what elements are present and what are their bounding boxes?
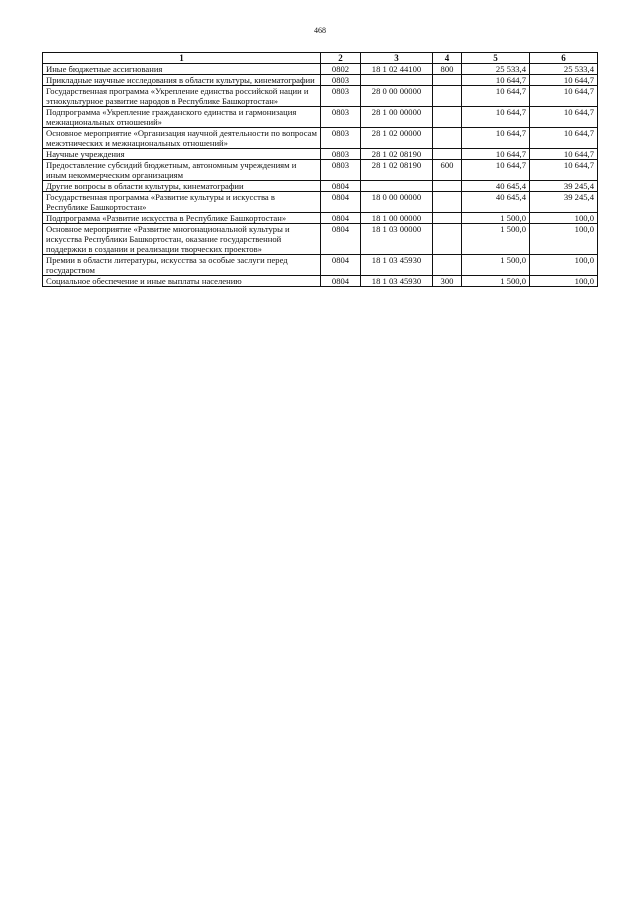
row-section: 0803 xyxy=(321,160,361,181)
row-amount-2: 10 644,7 xyxy=(530,128,598,149)
row-section: 0803 xyxy=(321,86,361,107)
row-section: 0804 xyxy=(321,224,361,255)
row-amount-2: 39 245,4 xyxy=(530,181,598,192)
row-name: Основное мероприятие «Развитие многонациональной культуры и искусства Республики Башкортостан, оказание государственной поддержки в создании и реализации творческих проектов» xyxy=(43,224,321,255)
row-amount-1: 1 500,0 xyxy=(462,276,530,287)
row-name: Подпрограмма «Укрепление гражданского единства и гармонизация межнациональных отношений» xyxy=(43,107,321,128)
row-amount-2: 10 644,7 xyxy=(530,107,598,128)
row-name: Подпрограмма «Развитие искусства в Республике Башкортостан» xyxy=(43,213,321,224)
row-name: Государственная программа «Укрепление единства российской нации и этнокультурное развитие народов в Республике Башкортостан» xyxy=(43,86,321,107)
row-section: 0804 xyxy=(321,276,361,287)
table-row xyxy=(43,213,598,224)
row-type: 600 xyxy=(433,160,462,181)
row-amount-2: 10 644,7 xyxy=(530,86,598,107)
table-row xyxy=(43,149,598,160)
row-amount-2: 10 644,7 xyxy=(530,160,598,181)
row-code: 18 1 00 00000 xyxy=(361,213,433,224)
row-amount-1: 10 644,7 xyxy=(462,149,530,160)
row-type xyxy=(433,255,462,276)
row-amount-1: 25 533,4 xyxy=(462,64,530,75)
row-name: Прикладные научные исследования в области культуры, кинематографии xyxy=(43,75,321,86)
column-header: 5 xyxy=(462,53,530,64)
table-row xyxy=(43,160,598,181)
row-code: 18 1 03 45930 xyxy=(361,276,433,287)
row-code xyxy=(361,75,433,86)
row-section: 0803 xyxy=(321,128,361,149)
row-amount-2: 39 245,4 xyxy=(530,192,598,213)
table-row xyxy=(43,276,598,287)
table-row xyxy=(43,128,598,149)
row-code: 18 1 02 44100 xyxy=(361,64,433,75)
table-row xyxy=(43,86,598,107)
row-code xyxy=(361,181,433,192)
row-amount-2: 100,0 xyxy=(530,276,598,287)
row-amount-1: 40 645,4 xyxy=(462,192,530,213)
table-row xyxy=(43,192,598,213)
table-row xyxy=(43,75,598,86)
page-number: 468 xyxy=(314,26,326,35)
row-amount-2: 100,0 xyxy=(530,213,598,224)
table-row xyxy=(43,224,598,255)
row-code: 28 1 02 00000 xyxy=(361,128,433,149)
row-name: Другие вопросы в области культуры, кинематографии xyxy=(43,181,321,192)
row-code: 28 1 02 08190 xyxy=(361,160,433,181)
row-type xyxy=(433,181,462,192)
table-row xyxy=(43,181,598,192)
row-code: 18 1 03 45930 xyxy=(361,255,433,276)
row-name: Государственная программа «Развитие культуры и искусства в Республике Башкортостан» xyxy=(43,192,321,213)
row-type xyxy=(433,75,462,86)
row-code: 28 1 02 08190 xyxy=(361,149,433,160)
row-name: Предоставление субсидий бюджетным, автономным учреждениям и иным некоммерческим организациям xyxy=(43,160,321,181)
row-amount-1: 10 644,7 xyxy=(462,75,530,86)
row-amount-1: 1 500,0 xyxy=(462,224,530,255)
table-row xyxy=(43,255,598,276)
row-amount-2: 100,0 xyxy=(530,255,598,276)
row-type xyxy=(433,107,462,128)
row-type: 800 xyxy=(433,64,462,75)
row-amount-1: 1 500,0 xyxy=(462,213,530,224)
column-header: 6 xyxy=(530,53,598,64)
row-amount-2: 10 644,7 xyxy=(530,75,598,86)
row-amount-1: 1 500,0 xyxy=(462,255,530,276)
column-header: 4 xyxy=(433,53,462,64)
column-header: 1 xyxy=(43,53,321,64)
row-amount-1: 10 644,7 xyxy=(462,107,530,128)
row-section: 0803 xyxy=(321,75,361,86)
row-name: Основное мероприятие «Организация научной деятельности по вопросам межэтнических и межнациональных отношений» xyxy=(43,128,321,149)
row-amount-1: 40 645,4 xyxy=(462,181,530,192)
column-header: 3 xyxy=(361,53,433,64)
budget-table xyxy=(42,52,598,287)
row-type xyxy=(433,149,462,160)
row-section: 0804 xyxy=(321,213,361,224)
row-type xyxy=(433,86,462,107)
column-header: 2 xyxy=(321,53,361,64)
row-code: 18 0 00 00000 xyxy=(361,192,433,213)
row-name: Научные учреждения xyxy=(43,149,321,160)
row-amount-2: 10 644,7 xyxy=(530,149,598,160)
row-name: Премии в области литературы, искусства за особые заслуги перед государством xyxy=(43,255,321,276)
row-section: 0803 xyxy=(321,149,361,160)
row-section: 0804 xyxy=(321,192,361,213)
row-section: 0803 xyxy=(321,107,361,128)
row-section: 0804 xyxy=(321,255,361,276)
row-type xyxy=(433,192,462,213)
row-code: 28 0 00 00000 xyxy=(361,86,433,107)
table-row xyxy=(43,107,598,128)
row-amount-1: 10 644,7 xyxy=(462,128,530,149)
row-section: 0802 xyxy=(321,64,361,75)
row-code: 18 1 03 00000 xyxy=(361,224,433,255)
row-amount-1: 10 644,7 xyxy=(462,86,530,107)
row-amount-1: 10 644,7 xyxy=(462,160,530,181)
row-amount-2: 25 533,4 xyxy=(530,64,598,75)
row-name: Иные бюджетные ассигнования xyxy=(43,64,321,75)
row-amount-2: 100,0 xyxy=(530,224,598,255)
row-type xyxy=(433,224,462,255)
row-code: 28 1 00 00000 xyxy=(361,107,433,128)
row-type: 300 xyxy=(433,276,462,287)
row-type xyxy=(433,213,462,224)
row-name: Социальное обеспечение и иные выплаты населению xyxy=(43,276,321,287)
row-type xyxy=(433,128,462,149)
row-section: 0804 xyxy=(321,181,361,192)
table-header-row xyxy=(43,53,598,64)
table-row xyxy=(43,64,598,75)
